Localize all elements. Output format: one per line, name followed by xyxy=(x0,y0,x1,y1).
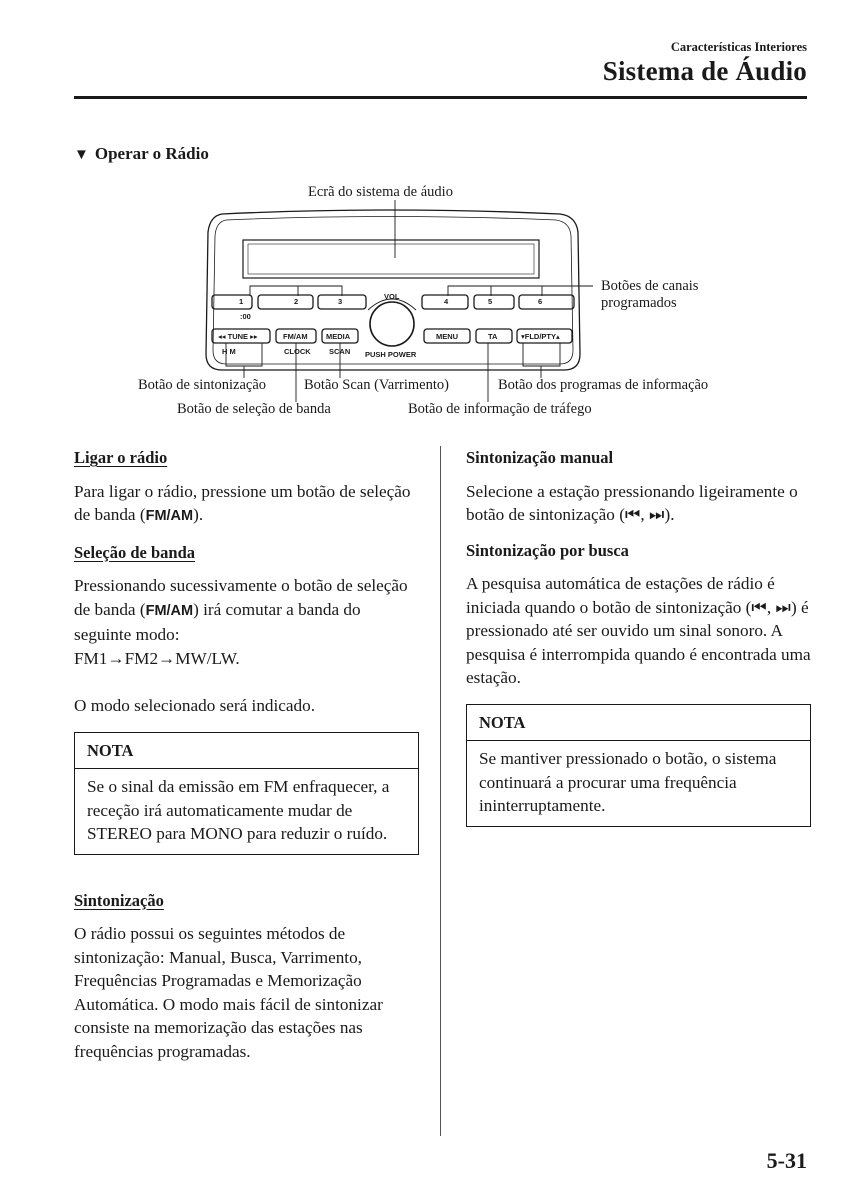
radio-label-3: 3 xyxy=(338,297,343,306)
heading-seek-tuning: Sintonização por busca xyxy=(466,540,629,560)
header-section-name: Características Interiores xyxy=(670,40,807,54)
radio-label-fld-pty: ▾FLD/PTY▴ xyxy=(521,332,560,341)
callout-ta: Botão de informação de tráfego xyxy=(408,401,592,417)
radio-diagram xyxy=(0,176,847,426)
heading-band-selection: Seleção de banda xyxy=(74,542,196,562)
triangle-marker-icon: ▼ xyxy=(74,147,89,163)
radio-label-4: 4 xyxy=(444,297,449,306)
note-box-fm-signal xyxy=(74,732,419,855)
radio-label-menu: MENU xyxy=(436,332,459,341)
note-body: Se o sinal da emissão em FM enfraquecer, a receção irá automaticamente mudar de STEREO para MONO para reduzir o ruído. xyxy=(87,777,390,843)
heading-manual-tuning: Sintonização manual xyxy=(466,448,614,467)
left-column xyxy=(74,446,419,1075)
skip-back-icon: ⏮ xyxy=(624,505,641,524)
radio-label-tune: ◂◂ TUNE ▸▸ xyxy=(218,332,258,341)
preset-button-2 xyxy=(258,295,313,309)
preset-button-5 xyxy=(474,295,514,309)
callout-display: Ecrã do sistema de áudio xyxy=(308,184,453,200)
radio-label-media: MEDIA xyxy=(326,332,351,341)
callout-scan: Botão Scan (Varrimento) xyxy=(304,377,449,393)
page-number: 5-31 xyxy=(766,1148,807,1173)
radio-label-tune-sub: H M xyxy=(222,347,236,356)
band-sequence: FM1→FM2→MW/LW. xyxy=(74,648,240,668)
paragraph-tuning-methods: O rádio possui os seguintes métodos de sintonização: Manual, Busca, Varrimento, Frequências Programadas e Memorização Automática. O modo mais fácil de sintonizar consiste na memorização das estações nas frequências programadas. xyxy=(74,924,383,1061)
radio-label-clock: CLOCK xyxy=(284,347,311,356)
volume-knob xyxy=(370,302,414,346)
callout-tune: Botão de sintonização xyxy=(138,377,267,393)
radio-label-push-power: PUSH POWER xyxy=(365,350,417,359)
column-divider xyxy=(440,446,441,1136)
note-box-hold-button xyxy=(466,704,811,827)
radio-label-vol: VOL xyxy=(384,292,400,301)
section-heading xyxy=(74,144,209,164)
paragraph-seek-tuning: A pesquisa automática de estações de rádio é iniciada quando o botão de sintonização (⏮, ⏭) é pressionado até ser ouvido um sinal sonoro. A pesquisa é interrompida quando é encontrada uma estação. xyxy=(466,574,811,687)
fm-am-button-label: FM/AM xyxy=(145,508,194,524)
skip-forward-icon: ⏭ xyxy=(775,597,791,617)
paragraph-turn-on: Para ligar o rádio, pressione um botão de seleção de banda (FM/AM). xyxy=(74,481,411,524)
paragraph-manual-tuning: Selecione a estação pressionando ligeiramente o botão de sintonização (⏮, ⏭). xyxy=(466,481,798,524)
radio-label-5: 5 xyxy=(488,297,493,306)
callout-band: Botão de seleção de banda xyxy=(177,401,331,417)
section-heading-text: Operar o Rádio xyxy=(94,144,209,163)
paragraph-mode-indicated: O modo selecionado será indicado. xyxy=(74,696,316,715)
note-title: NOTA xyxy=(467,705,810,742)
preset-button-1 xyxy=(212,295,252,309)
audio-display-screen xyxy=(243,240,539,278)
page-title: Sistema de Áudio xyxy=(602,56,807,86)
right-column xyxy=(466,446,811,849)
fm-am-button-label: FM/AM xyxy=(145,602,194,619)
radio-label-1-sub: :00 xyxy=(240,312,251,321)
radio-label-2: 2 xyxy=(294,297,299,306)
preset-button-6 xyxy=(519,295,574,309)
radio-label-6: 6 xyxy=(538,297,543,306)
note-title: NOTA xyxy=(75,733,418,770)
radio-label-1: 1 xyxy=(239,297,244,306)
callout-pty: Botão dos programas de informação xyxy=(498,377,709,393)
radio-label-fmam: FM/AM xyxy=(283,332,308,341)
callout-preset-line1: Botões de canais xyxy=(601,278,699,294)
paragraph-band-selection: Pressionando sucessivamente o botão de seleção de banda (FM/AM) irá comutar a banda do seguinte modo: FM1→FM2→MW/LW. xyxy=(74,576,408,668)
skip-forward-icon: ⏭ xyxy=(649,505,665,524)
header-rule xyxy=(74,96,807,99)
heading-tuning: Sintonização xyxy=(74,890,164,910)
callout-preset-line2: programados xyxy=(601,295,677,311)
radio-label-scan: SCAN xyxy=(329,347,351,356)
heading-turn-on-radio: Ligar o rádio xyxy=(74,448,168,467)
radio-inner-body xyxy=(213,217,573,365)
skip-back-icon: ⏮ xyxy=(751,597,767,617)
radio-label-ta: TA xyxy=(488,332,498,341)
note-body: Se mantiver pressionado o botão, o sistema continuará a procurar uma frequência ininterruptamente. xyxy=(479,749,777,815)
